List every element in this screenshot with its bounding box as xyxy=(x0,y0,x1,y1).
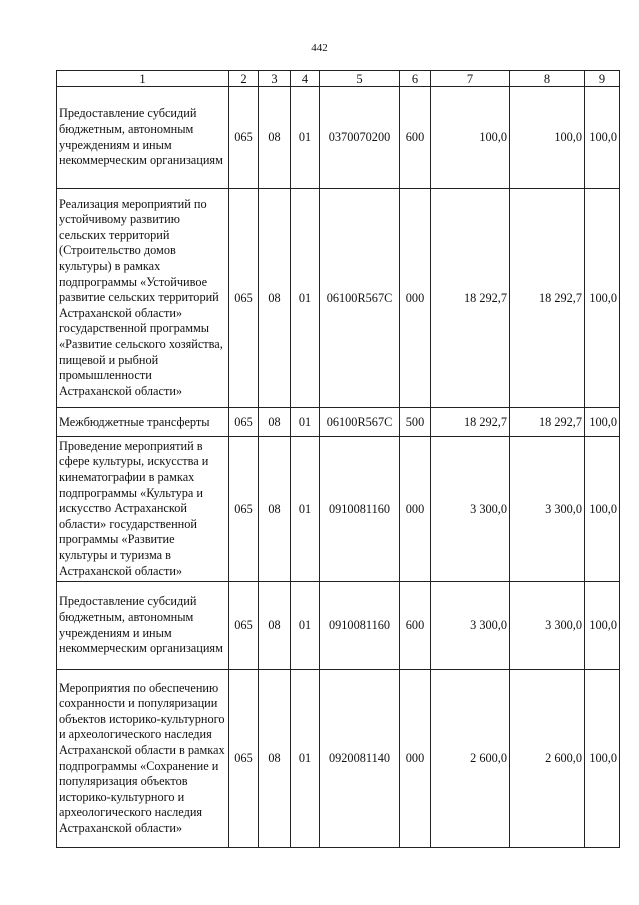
table-row xyxy=(57,189,620,408)
cell-target-article: 0370070200 xyxy=(320,87,400,189)
header-cell: 4 xyxy=(291,71,320,87)
cell-executed: 100,0 xyxy=(510,87,585,189)
cell-executed: 3 300,0 xyxy=(510,582,585,670)
cell-ministry-code: 065 xyxy=(229,437,259,582)
cell-percent: 100,0 xyxy=(585,437,620,582)
cell-ministry-code: 065 xyxy=(229,408,259,437)
cell-section: 08 xyxy=(259,87,291,189)
cell-subsection: 01 xyxy=(291,437,320,582)
page-number: 442 xyxy=(311,42,328,54)
cell-ministry-code: 065 xyxy=(229,670,259,848)
header-cell: 6 xyxy=(400,71,431,87)
cell-target-article: 0910081160 xyxy=(320,437,400,582)
budget-table xyxy=(56,70,620,848)
cell-planned: 18 292,7 xyxy=(431,189,510,408)
cell-subsection: 01 xyxy=(291,189,320,408)
header-cell: 9 xyxy=(585,71,620,87)
header-cell: 2 xyxy=(229,71,259,87)
cell-executed: 3 300,0 xyxy=(510,437,585,582)
cell-planned: 2 600,0 xyxy=(431,670,510,848)
cell-section: 08 xyxy=(259,189,291,408)
cell-section: 08 xyxy=(259,582,291,670)
cell-percent: 100,0 xyxy=(585,87,620,189)
cell-target-article: 06100R567C xyxy=(320,408,400,437)
cell-target-article: 06100R567C xyxy=(320,189,400,408)
cell-expense-type: 000 xyxy=(400,437,431,582)
cell-planned: 100,0 xyxy=(431,87,510,189)
table-row xyxy=(57,437,620,582)
table-row xyxy=(57,670,620,848)
cell-subsection: 01 xyxy=(291,582,320,670)
row-description: Межбюджетные трансферты xyxy=(57,408,229,437)
header-cell: 7 xyxy=(431,71,510,87)
header-cell: 3 xyxy=(259,71,291,87)
cell-ministry-code: 065 xyxy=(229,87,259,189)
cell-expense-type: 000 xyxy=(400,670,431,848)
cell-executed: 18 292,7 xyxy=(510,408,585,437)
cell-section: 08 xyxy=(259,408,291,437)
cell-expense-type: 600 xyxy=(400,582,431,670)
cell-percent: 100,0 xyxy=(585,670,620,848)
cell-section: 08 xyxy=(259,670,291,848)
row-description: Предоставление субсидий бюджетным, автономным учреждениям и иным некоммерческим организациям xyxy=(57,87,229,189)
header-row xyxy=(57,71,620,87)
cell-planned: 18 292,7 xyxy=(431,408,510,437)
cell-target-article: 0910081160 xyxy=(320,582,400,670)
cell-section: 08 xyxy=(259,437,291,582)
table-row xyxy=(57,408,620,437)
row-description: Мероприятия по обеспечению сохранности и популяризации объектов историко-культурного и археологического наследия Астраханской области в рамках подпрограммы «Сохранение и популяризация объектов историко-культурного и археологического наследия Астраханской области» xyxy=(57,670,229,848)
cell-subsection: 01 xyxy=(291,87,320,189)
cell-expense-type: 000 xyxy=(400,189,431,408)
cell-subsection: 01 xyxy=(291,670,320,848)
row-description: Проведение мероприятий в сфере культуры, искусства и кинематографии в рамках подпрограммы «Культура и искусство Астраханской области» государственной программы «Развитие культуры и туризма в Астраханской области» xyxy=(57,437,229,582)
cell-expense-type: 500 xyxy=(400,408,431,437)
header-cell: 1 xyxy=(57,71,229,87)
header-cell: 8 xyxy=(510,71,585,87)
table-row xyxy=(57,582,620,670)
cell-ministry-code: 065 xyxy=(229,189,259,408)
cell-expense-type: 600 xyxy=(400,87,431,189)
row-description: Реализация мероприятий по устойчивому развитию сельских территорий (Строительство домов культуры) в рамках подпрограммы «Устойчивое развитие сельских территорий Астраханской области» государственной программы «Развитие сельского хозяйства, пищевой и рыбной промышленности Астраханской области» xyxy=(57,189,229,408)
header-cell: 5 xyxy=(320,71,400,87)
cell-percent: 100,0 xyxy=(585,582,620,670)
cell-executed: 2 600,0 xyxy=(510,670,585,848)
cell-ministry-code: 065 xyxy=(229,582,259,670)
cell-target-article: 0920081140 xyxy=(320,670,400,848)
cell-percent: 100,0 xyxy=(585,189,620,408)
cell-planned: 3 300,0 xyxy=(431,582,510,670)
cell-subsection: 01 xyxy=(291,408,320,437)
cell-executed: 18 292,7 xyxy=(510,189,585,408)
cell-percent: 100,0 xyxy=(585,408,620,437)
cell-planned: 3 300,0 xyxy=(431,437,510,582)
row-description: Предоставление субсидий бюджетным, автономным учреждениям и иным некоммерческим организациям xyxy=(57,582,229,670)
table-row xyxy=(57,87,620,189)
